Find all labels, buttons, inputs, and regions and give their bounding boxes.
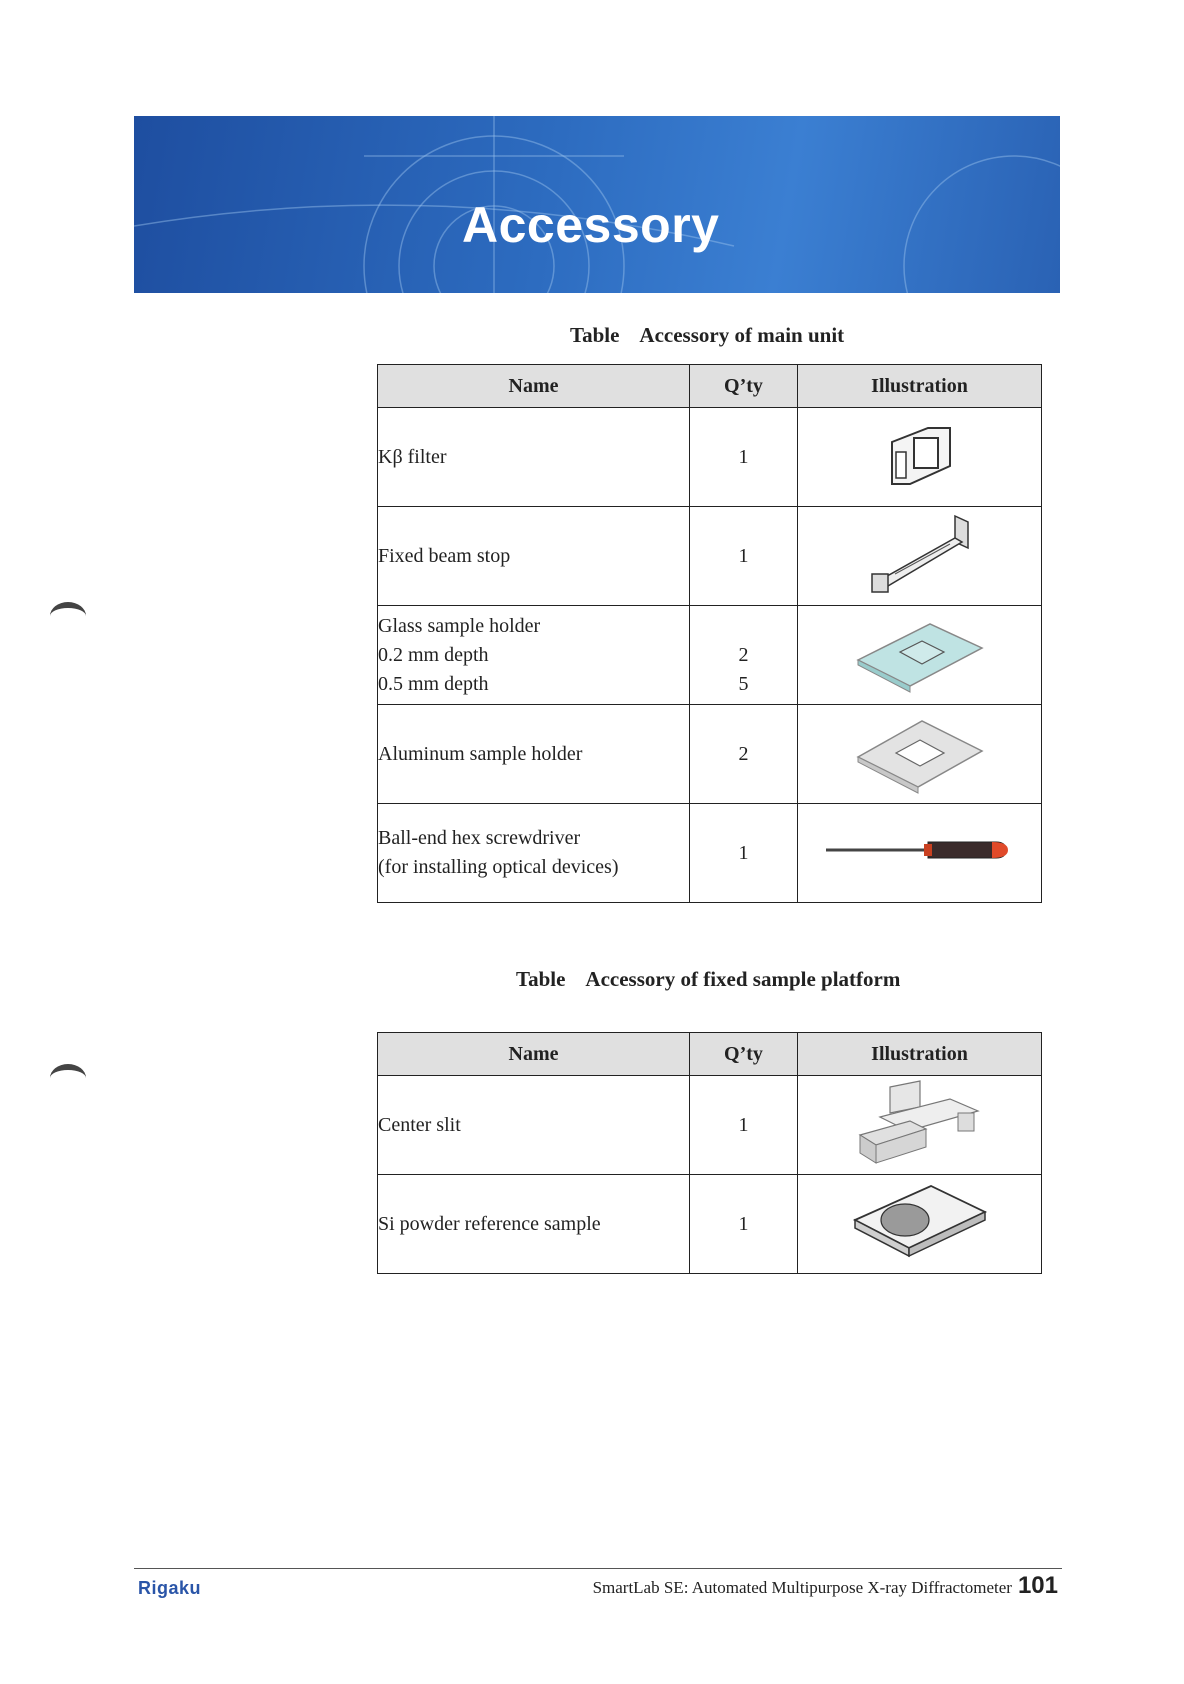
item-qty-line: 1: [738, 544, 749, 567]
item-qty-line: 5: [738, 672, 749, 695]
item-qty-line: 1: [738, 1113, 749, 1136]
table1-caption: [570, 323, 844, 348]
caption-title: Accessory of fixed sample platform: [585, 967, 901, 991]
item-qty-cell: [690, 1175, 798, 1274]
item-illustration-cell: [798, 1175, 1042, 1274]
column-header-name: Name: [378, 1033, 690, 1076]
column-header-illustration: Illustration: [798, 365, 1042, 408]
si-sample-icon: [845, 1176, 995, 1266]
accessory-fixed-platform-table: [377, 1032, 1042, 1274]
caption-title: Accessory of main unit: [639, 323, 845, 347]
item-qty-cell: [690, 705, 798, 804]
page-number: 101: [1017, 1572, 1058, 1599]
item-name-line: Si powder reference sample: [378, 1212, 601, 1235]
table-row: [378, 804, 1042, 903]
screwdriver-icon: [820, 830, 1020, 870]
footer-divider: [134, 1568, 1062, 1569]
item-name-cell: [378, 804, 690, 903]
table-row: [378, 1175, 1042, 1274]
item-name-line: Kβ filter: [378, 445, 447, 468]
item-qty-line: 1: [738, 1212, 749, 1235]
caption-label: Table: [570, 323, 620, 347]
header-banner: [134, 116, 1060, 293]
page-title: Accessory: [462, 197, 720, 253]
item-name-line: Glass sample holder: [378, 614, 541, 637]
table-row: [378, 606, 1042, 705]
item-name-cell: [378, 507, 690, 606]
item-illustration-cell: [798, 408, 1042, 507]
item-illustration-cell: [798, 804, 1042, 903]
item-illustration-cell: [798, 507, 1042, 606]
rigaku-logo: Rigaku: [138, 1578, 202, 1598]
item-name-cell: [378, 1076, 690, 1175]
beam-stop-icon: [860, 508, 980, 598]
table-row: [378, 1076, 1042, 1175]
item-qty-line: 1: [738, 841, 749, 864]
item-illustration-cell: [798, 606, 1042, 705]
column-header-qty: Q’ty: [690, 365, 798, 408]
item-name-line: 0.2 mm depth: [378, 643, 489, 666]
table2-caption: [516, 967, 900, 992]
item-name-line: Aluminum sample holder: [378, 742, 583, 765]
item-name-line: 0.5 mm depth: [378, 672, 489, 695]
column-header-qty: Q’ty: [690, 1033, 798, 1076]
item-name-cell: [378, 705, 690, 804]
item-name-cell: [378, 1175, 690, 1274]
footer-doc-title: [593, 1572, 1058, 1600]
item-qty-line: 2: [738, 643, 749, 666]
caption-label: Table: [516, 967, 566, 991]
table-row: [378, 705, 1042, 804]
center-slit-icon: [850, 1077, 990, 1167]
item-illustration-cell: [798, 1076, 1042, 1175]
item-name-cell: [378, 408, 690, 507]
item-qty-cell: [690, 408, 798, 507]
binder-hole-mark: [50, 1064, 86, 1092]
column-header-illustration: Illustration: [798, 1033, 1042, 1076]
column-header-name: Name: [378, 365, 690, 408]
table-row: [378, 507, 1042, 606]
item-qty-cell: [690, 804, 798, 903]
item-qty-line: [690, 612, 797, 641]
item-name-line: Fixed beam stop: [378, 544, 511, 567]
item-qty-cell: [690, 1076, 798, 1175]
doc-title: SmartLab SE: Automated Multipurpose X-ray Diffractometer: [592, 1578, 1012, 1597]
item-name-line: Center slit: [378, 1113, 461, 1136]
item-name-line: Ball-end hex screwdriver: [378, 827, 581, 849]
item-illustration-cell: [798, 705, 1042, 804]
glass-holder-icon: [850, 608, 990, 696]
aluminum-holder-icon: [850, 707, 990, 795]
item-qty-line: 2: [738, 742, 749, 765]
item-qty-cell: [690, 507, 798, 606]
accessory-main-unit-table: [377, 364, 1042, 903]
binder-hole-mark: [50, 602, 86, 630]
item-name-line: (for installing optical devices): [378, 856, 619, 878]
item-name-cell: [378, 606, 690, 705]
kbeta-filter-icon: [880, 414, 960, 494]
item-qty-cell: [690, 606, 798, 705]
item-qty-line: 1: [738, 445, 749, 468]
table-row: [378, 408, 1042, 507]
